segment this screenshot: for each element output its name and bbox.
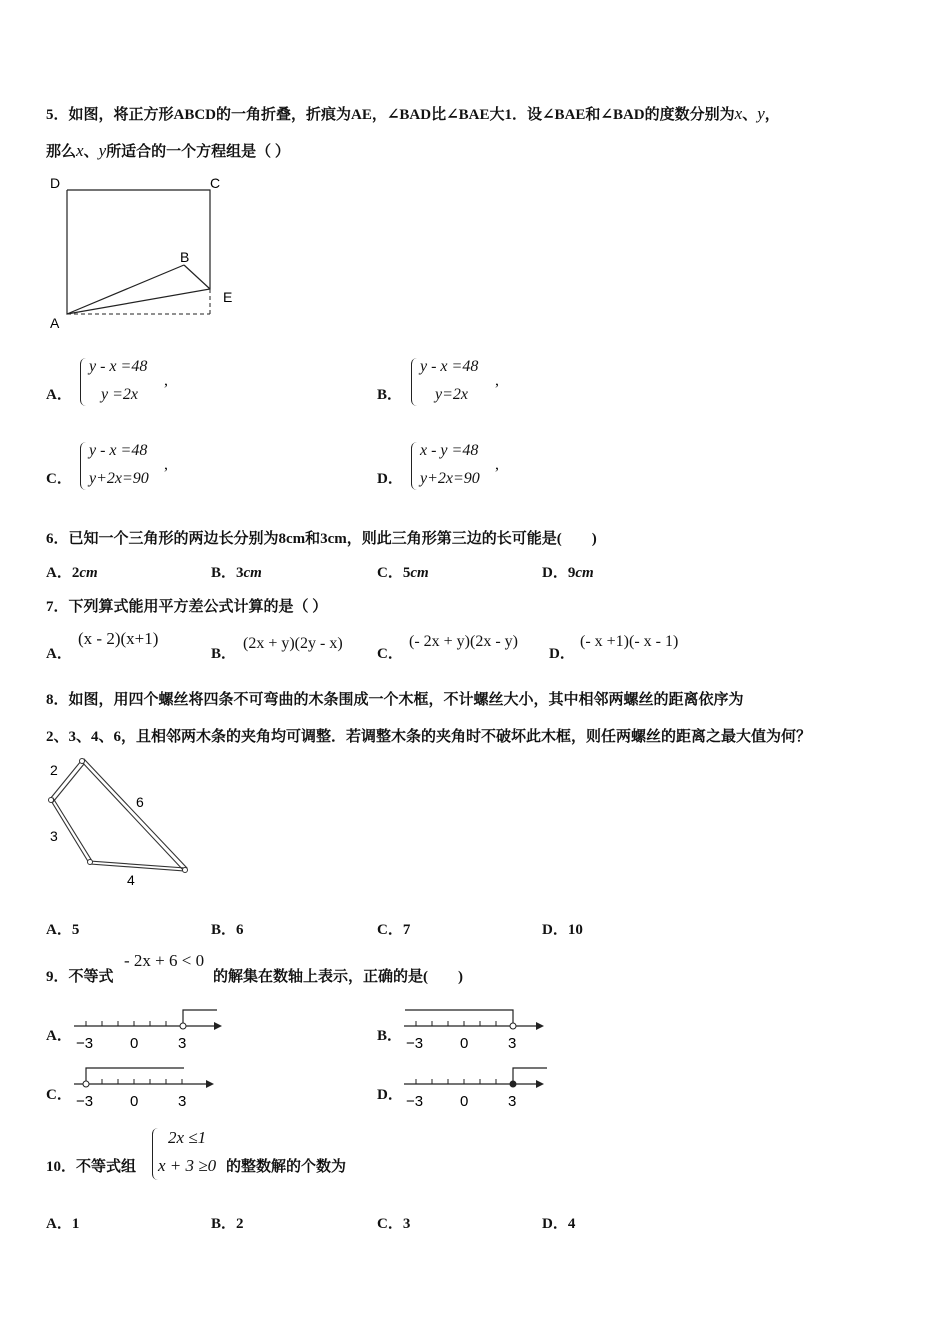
q5-b-tail: , xyxy=(495,372,499,389)
q10-option-d[interactable]: D．4 xyxy=(542,1216,576,1232)
open-dot xyxy=(83,1081,89,1087)
q10-option-b[interactable]: B．2 xyxy=(211,1216,244,1232)
q10-option-c[interactable]: C．3 xyxy=(377,1216,411,1232)
q5-tail: ， xyxy=(764,107,780,123)
q5-b-brace xyxy=(411,358,418,406)
q9-d-numberline xyxy=(402,1064,552,1114)
q5-a-tail: , xyxy=(164,372,168,389)
q6-option-c-label: C．5 xyxy=(377,565,411,581)
q7-option-a-label: A． xyxy=(46,646,72,662)
q5-option-a-label: A． xyxy=(46,387,72,403)
q9-c-numberline xyxy=(72,1064,220,1114)
tick-3: 3 xyxy=(508,1035,517,1052)
screw-bottom xyxy=(88,860,93,865)
q5-text: 5．如图，将正方形ABCD的一角折叠，折痕为AE，∠BAD比∠BAE大1．设∠BAE和∠BAD的度数分别为 xyxy=(46,107,735,123)
q7-option-d-label: D． xyxy=(549,646,575,662)
closed-dot xyxy=(510,1081,516,1087)
q5-var-y: y xyxy=(757,104,765,123)
q6-option-c[interactable] xyxy=(377,561,429,582)
label-e: E xyxy=(223,289,233,305)
q7-option-a-expr: (x - 2)(x+1) xyxy=(78,629,159,648)
q8-option-c[interactable]: C．7 xyxy=(377,922,411,938)
q5-option-b-label: B． xyxy=(377,387,403,403)
q5-d-brace xyxy=(411,442,418,490)
q6-option-c-unit: cm xyxy=(410,565,429,581)
q6-option-a-unit: cm xyxy=(79,565,98,581)
q5-d-tail: , xyxy=(495,456,499,473)
q5-a-eq2: y =2x xyxy=(101,386,138,403)
q5-var-x: x xyxy=(734,104,743,123)
q6-option-a-label: A．2 xyxy=(46,565,80,581)
q6-option-d-label: D．9 xyxy=(542,565,576,581)
q8-figure xyxy=(44,755,194,890)
label-d: D xyxy=(50,175,61,191)
q5-line1 xyxy=(46,103,780,124)
q5-a-brace xyxy=(80,358,87,406)
tick-neg3: −3 xyxy=(406,1035,424,1052)
q5-line2-post: 所适合的一个方程组是（ ） xyxy=(106,144,290,160)
tick-3: 3 xyxy=(178,1093,187,1110)
q5-d-eq1: x - y =48 xyxy=(420,442,479,459)
label-b: B xyxy=(180,249,190,265)
q5-line2-sep: 、 xyxy=(83,144,99,160)
tick-0: 0 xyxy=(130,1093,139,1110)
q6-option-d[interactable] xyxy=(542,561,594,582)
label-c: C xyxy=(210,175,221,191)
q9-post: 的解集在数轴上表示，正确的是( ) xyxy=(213,969,463,985)
fold-ab xyxy=(67,265,184,314)
q5-option-d-label: D． xyxy=(377,471,403,487)
q6-option-d-unit: cm xyxy=(575,565,594,581)
label-4: 4 xyxy=(127,872,135,888)
q7-option-c-expr: (- 2x + y)(2x - y) xyxy=(409,633,518,650)
q8-option-d[interactable]: D．10 xyxy=(542,922,583,938)
q9-b-numberline xyxy=(402,1006,550,1056)
q10-eq2: x + 3 ≥0 xyxy=(158,1156,217,1175)
tick-3: 3 xyxy=(178,1035,187,1052)
q5-c-brace xyxy=(80,442,87,490)
q6-text: 6．已知一个三角形的两边长分别为8cm和3cm，则此三角形第三边的长可能是( ) xyxy=(46,531,597,547)
q9-a-numberline xyxy=(72,1006,227,1056)
label-a: A xyxy=(50,315,60,331)
q9-option-b-label: B． xyxy=(377,1028,403,1044)
q7-option-b-label: B． xyxy=(211,646,237,662)
q5-line2-y: y xyxy=(98,141,107,160)
screw-top xyxy=(80,759,85,764)
q9-option-a-label: A． xyxy=(46,1028,72,1044)
q7-option-d-expr: (- x +1)(- x - 1) xyxy=(580,633,679,650)
q6-option-b[interactable] xyxy=(211,561,262,582)
q6-option-a[interactable] xyxy=(46,561,98,582)
q10-pre: 10．不等式组 xyxy=(46,1159,137,1175)
q5-c-eq1: y - x =48 xyxy=(89,442,148,459)
q5-sep: 、 xyxy=(742,107,758,123)
q5-option-c-label: C． xyxy=(46,471,72,487)
q8-line2: 2、3、4、6，且相邻两木条的夹角均可调整．若调整木条的夹角时不破坏此木框，则任两螺丝的距离之最大值为何？ xyxy=(46,729,812,745)
q5-line2 xyxy=(46,140,290,161)
tick-neg3: −3 xyxy=(76,1035,94,1052)
q6-option-b-unit: cm xyxy=(243,565,262,581)
q7-option-c-label: C． xyxy=(377,646,403,662)
q5-b-eq1: y - x =48 xyxy=(420,358,479,375)
q9-option-c-label: C． xyxy=(46,1087,72,1103)
q9-option-d-label: D． xyxy=(377,1087,403,1103)
tick-neg3: −3 xyxy=(406,1093,424,1110)
screw-left xyxy=(49,798,54,803)
tick-0: 0 xyxy=(460,1093,469,1110)
q7-option-b-expr: (2x + y)(2y - x) xyxy=(243,635,343,652)
screw-right xyxy=(183,868,188,873)
q5-c-tail: , xyxy=(164,456,168,473)
q8-option-b[interactable]: B．6 xyxy=(211,922,244,938)
label-2: 2 xyxy=(50,762,58,778)
q10-eq1: 2x ≤1 xyxy=(168,1128,207,1147)
tick-0: 0 xyxy=(460,1035,469,1052)
label-3: 3 xyxy=(50,828,58,844)
q6-option-b-label: B．3 xyxy=(211,565,244,581)
q5-b-eq2: y=2x xyxy=(435,386,468,403)
q7-text: 7．下列算式能用平方差公式计算的是（ ） xyxy=(46,599,328,615)
tick-neg3: −3 xyxy=(76,1093,94,1110)
q5-d-eq2: y+2x=90 xyxy=(420,470,480,487)
fold-be xyxy=(184,265,210,289)
open-dot xyxy=(180,1023,186,1029)
q5-line2-x: x xyxy=(76,141,84,160)
q5-a-eq1: y - x =48 xyxy=(89,358,148,375)
q10-post: 的整数解的个数为 xyxy=(226,1159,347,1175)
q5-line2-pre: 那么 xyxy=(46,144,77,160)
bar-6 xyxy=(81,759,187,871)
label-6: 6 xyxy=(136,794,144,810)
open-dot xyxy=(510,1023,516,1029)
q5-c-eq2: y+2x=90 xyxy=(89,470,149,487)
bar-4 xyxy=(89,861,185,871)
q9-pre: 9．不等式 xyxy=(46,969,114,985)
q10-option-a[interactable]: A．1 xyxy=(46,1216,80,1232)
q9-expr: - 2x + 6 < 0 xyxy=(124,951,205,970)
q5-figure xyxy=(44,172,254,332)
q8-line1: 8．如图，用四个螺丝将四条不可弯曲的木条围成一个木框，不计螺丝大小，其中相邻两螺丝的距离依序为 xyxy=(46,692,744,708)
q8-option-a[interactable]: A．5 xyxy=(46,922,80,938)
tick-0: 0 xyxy=(130,1035,139,1052)
tick-3: 3 xyxy=(508,1093,517,1110)
